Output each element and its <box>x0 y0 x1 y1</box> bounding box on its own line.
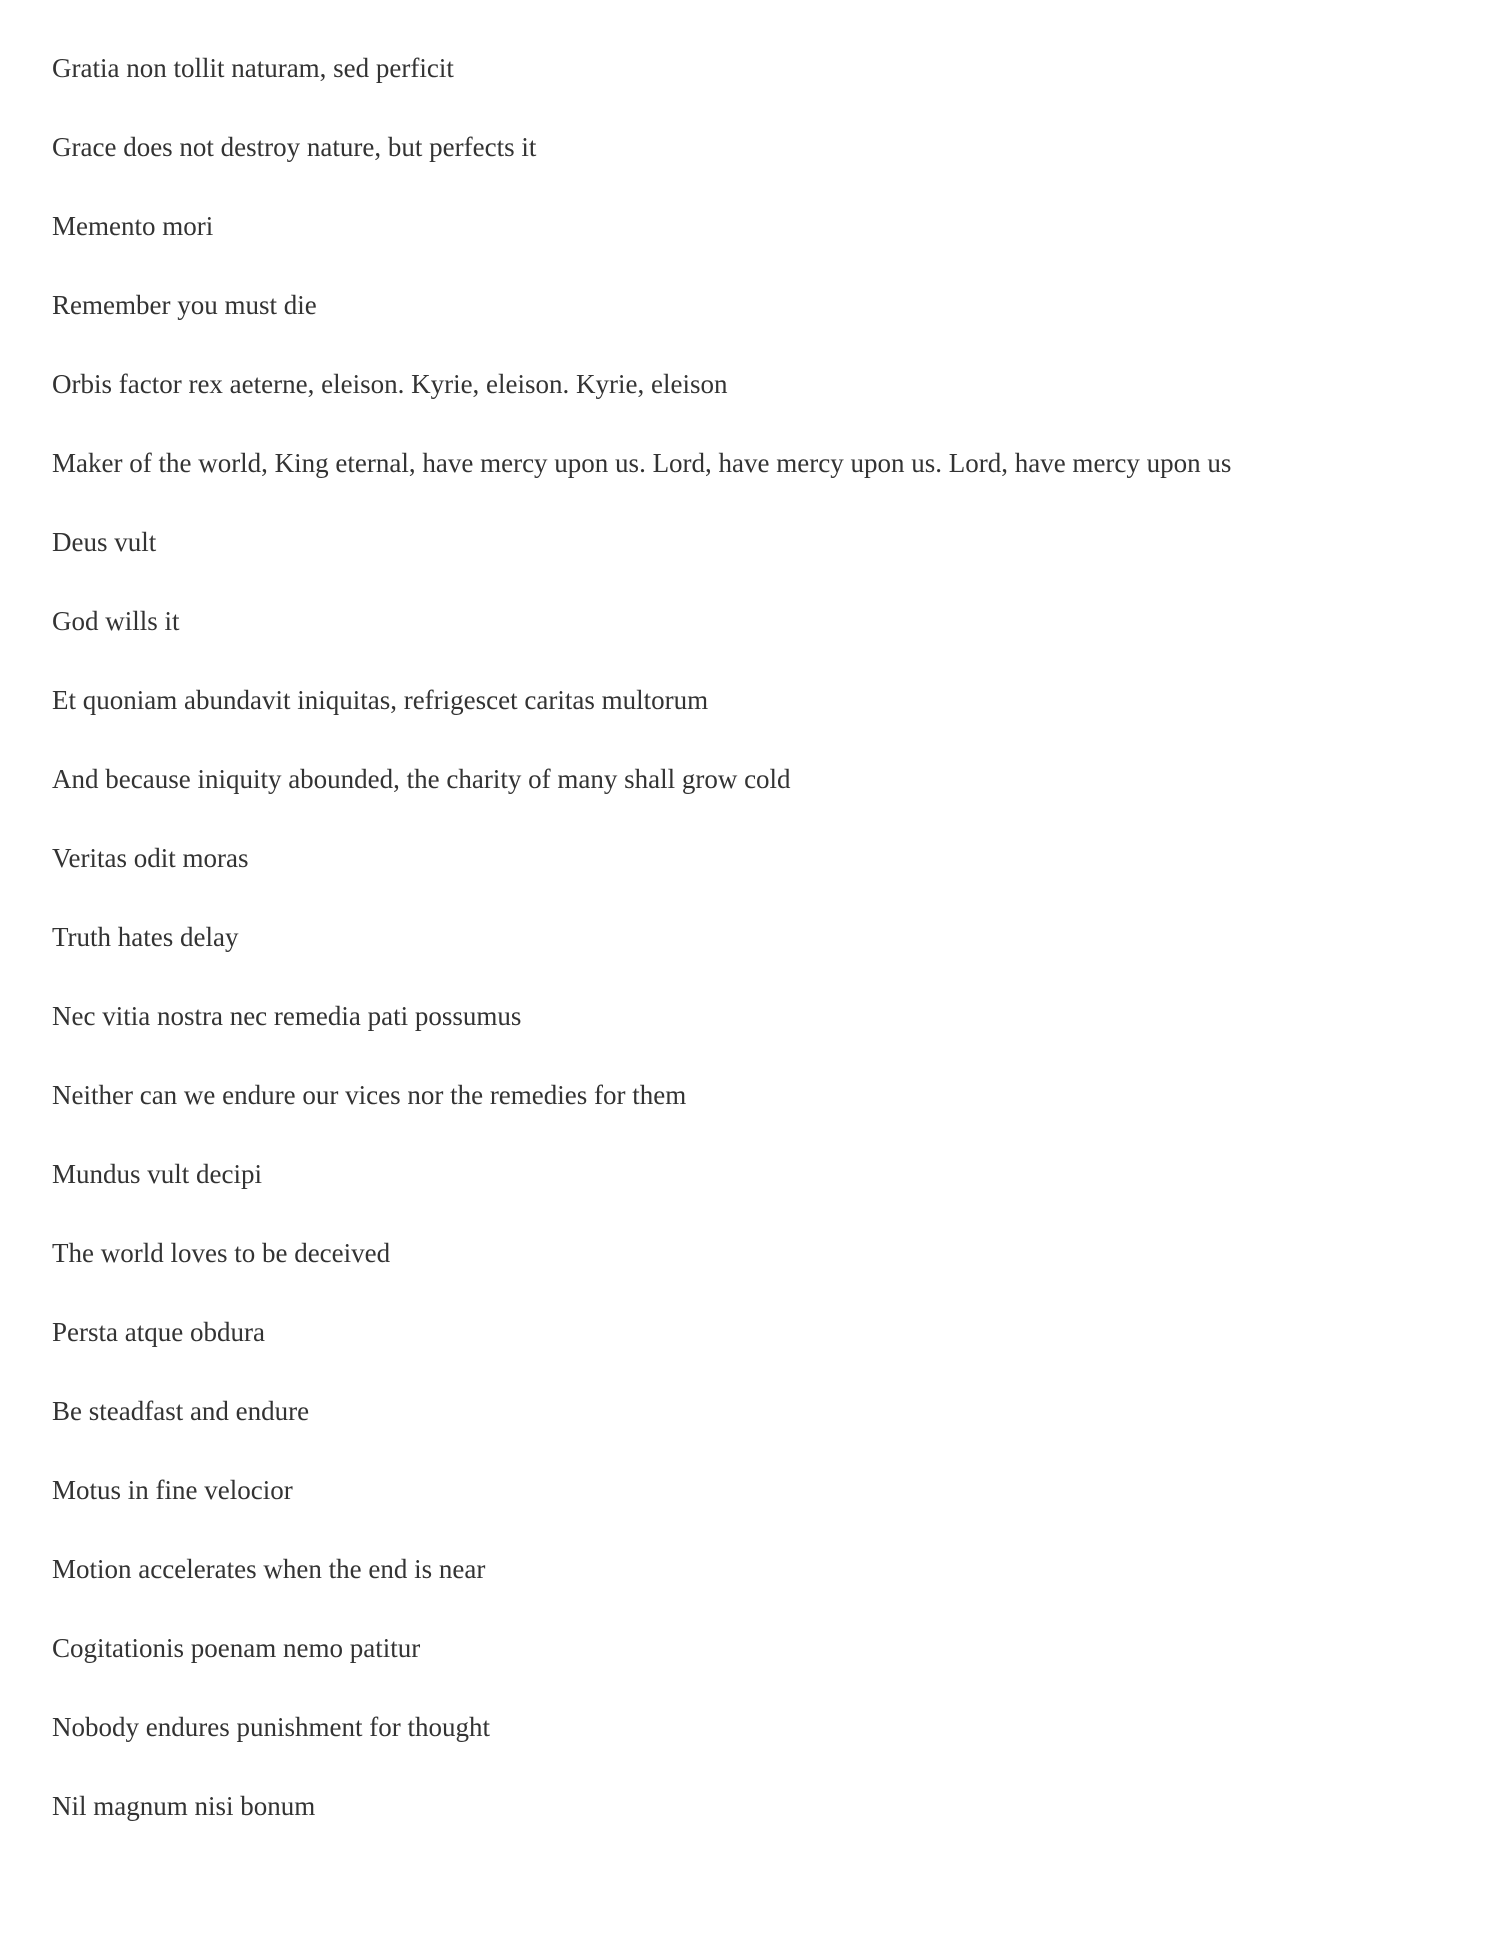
latin-phrase: Veritas odit moras <box>52 843 249 873</box>
latin-phrase: Persta atque obdura <box>52 1317 265 1347</box>
english-translation: Grace does not destroy nature, but perfects it <box>52 132 537 162</box>
english-translation: Neither can we endure our vices nor the remedies for them <box>52 1080 687 1110</box>
english-translation: Nobody endures punishment for thought <box>52 1712 490 1742</box>
english-translation: Be steadfast and endure <box>52 1396 310 1426</box>
latin-phrase: Deus vult <box>52 527 157 557</box>
english-translation: Motion accelerates when the end is near <box>52 1554 486 1584</box>
latin-phrase: Memento mori <box>52 211 214 241</box>
latin-phrase: Orbis factor rex aeterne, eleison. Kyrie, eleison. Kyrie, eleison <box>52 369 728 399</box>
english-translation: God wills it <box>52 606 180 636</box>
english-translation: Truth hates delay <box>52 922 239 952</box>
latin-phrase: Nil magnum nisi bonum <box>52 1791 316 1821</box>
latin-phrase: Gratia non tollit naturam, sed perficit <box>52 53 454 83</box>
latin-phrase: Motus in fine velocior <box>52 1475 293 1505</box>
latin-phrase: Et quoniam abundavit iniquitas, refrigescet caritas multorum <box>52 685 709 715</box>
english-translation: Remember you must die <box>52 290 317 320</box>
english-translation: And because iniquity abounded, the charity of many shall grow cold <box>52 764 791 794</box>
latin-phrase: Cogitationis poenam nemo patitur <box>52 1633 421 1663</box>
english-translation: The world loves to be deceived <box>52 1238 391 1268</box>
english-translation: Maker of the world, King eternal, have mercy upon us. Lord, have mercy upon us. Lord, have mercy upon us <box>52 448 1232 478</box>
latin-phrase: Nec vitia nostra nec remedia pati possumus <box>52 1001 522 1031</box>
latin-phrase: Mundus vult decipi <box>52 1159 262 1189</box>
document-body <box>52 50 1231 1867</box>
